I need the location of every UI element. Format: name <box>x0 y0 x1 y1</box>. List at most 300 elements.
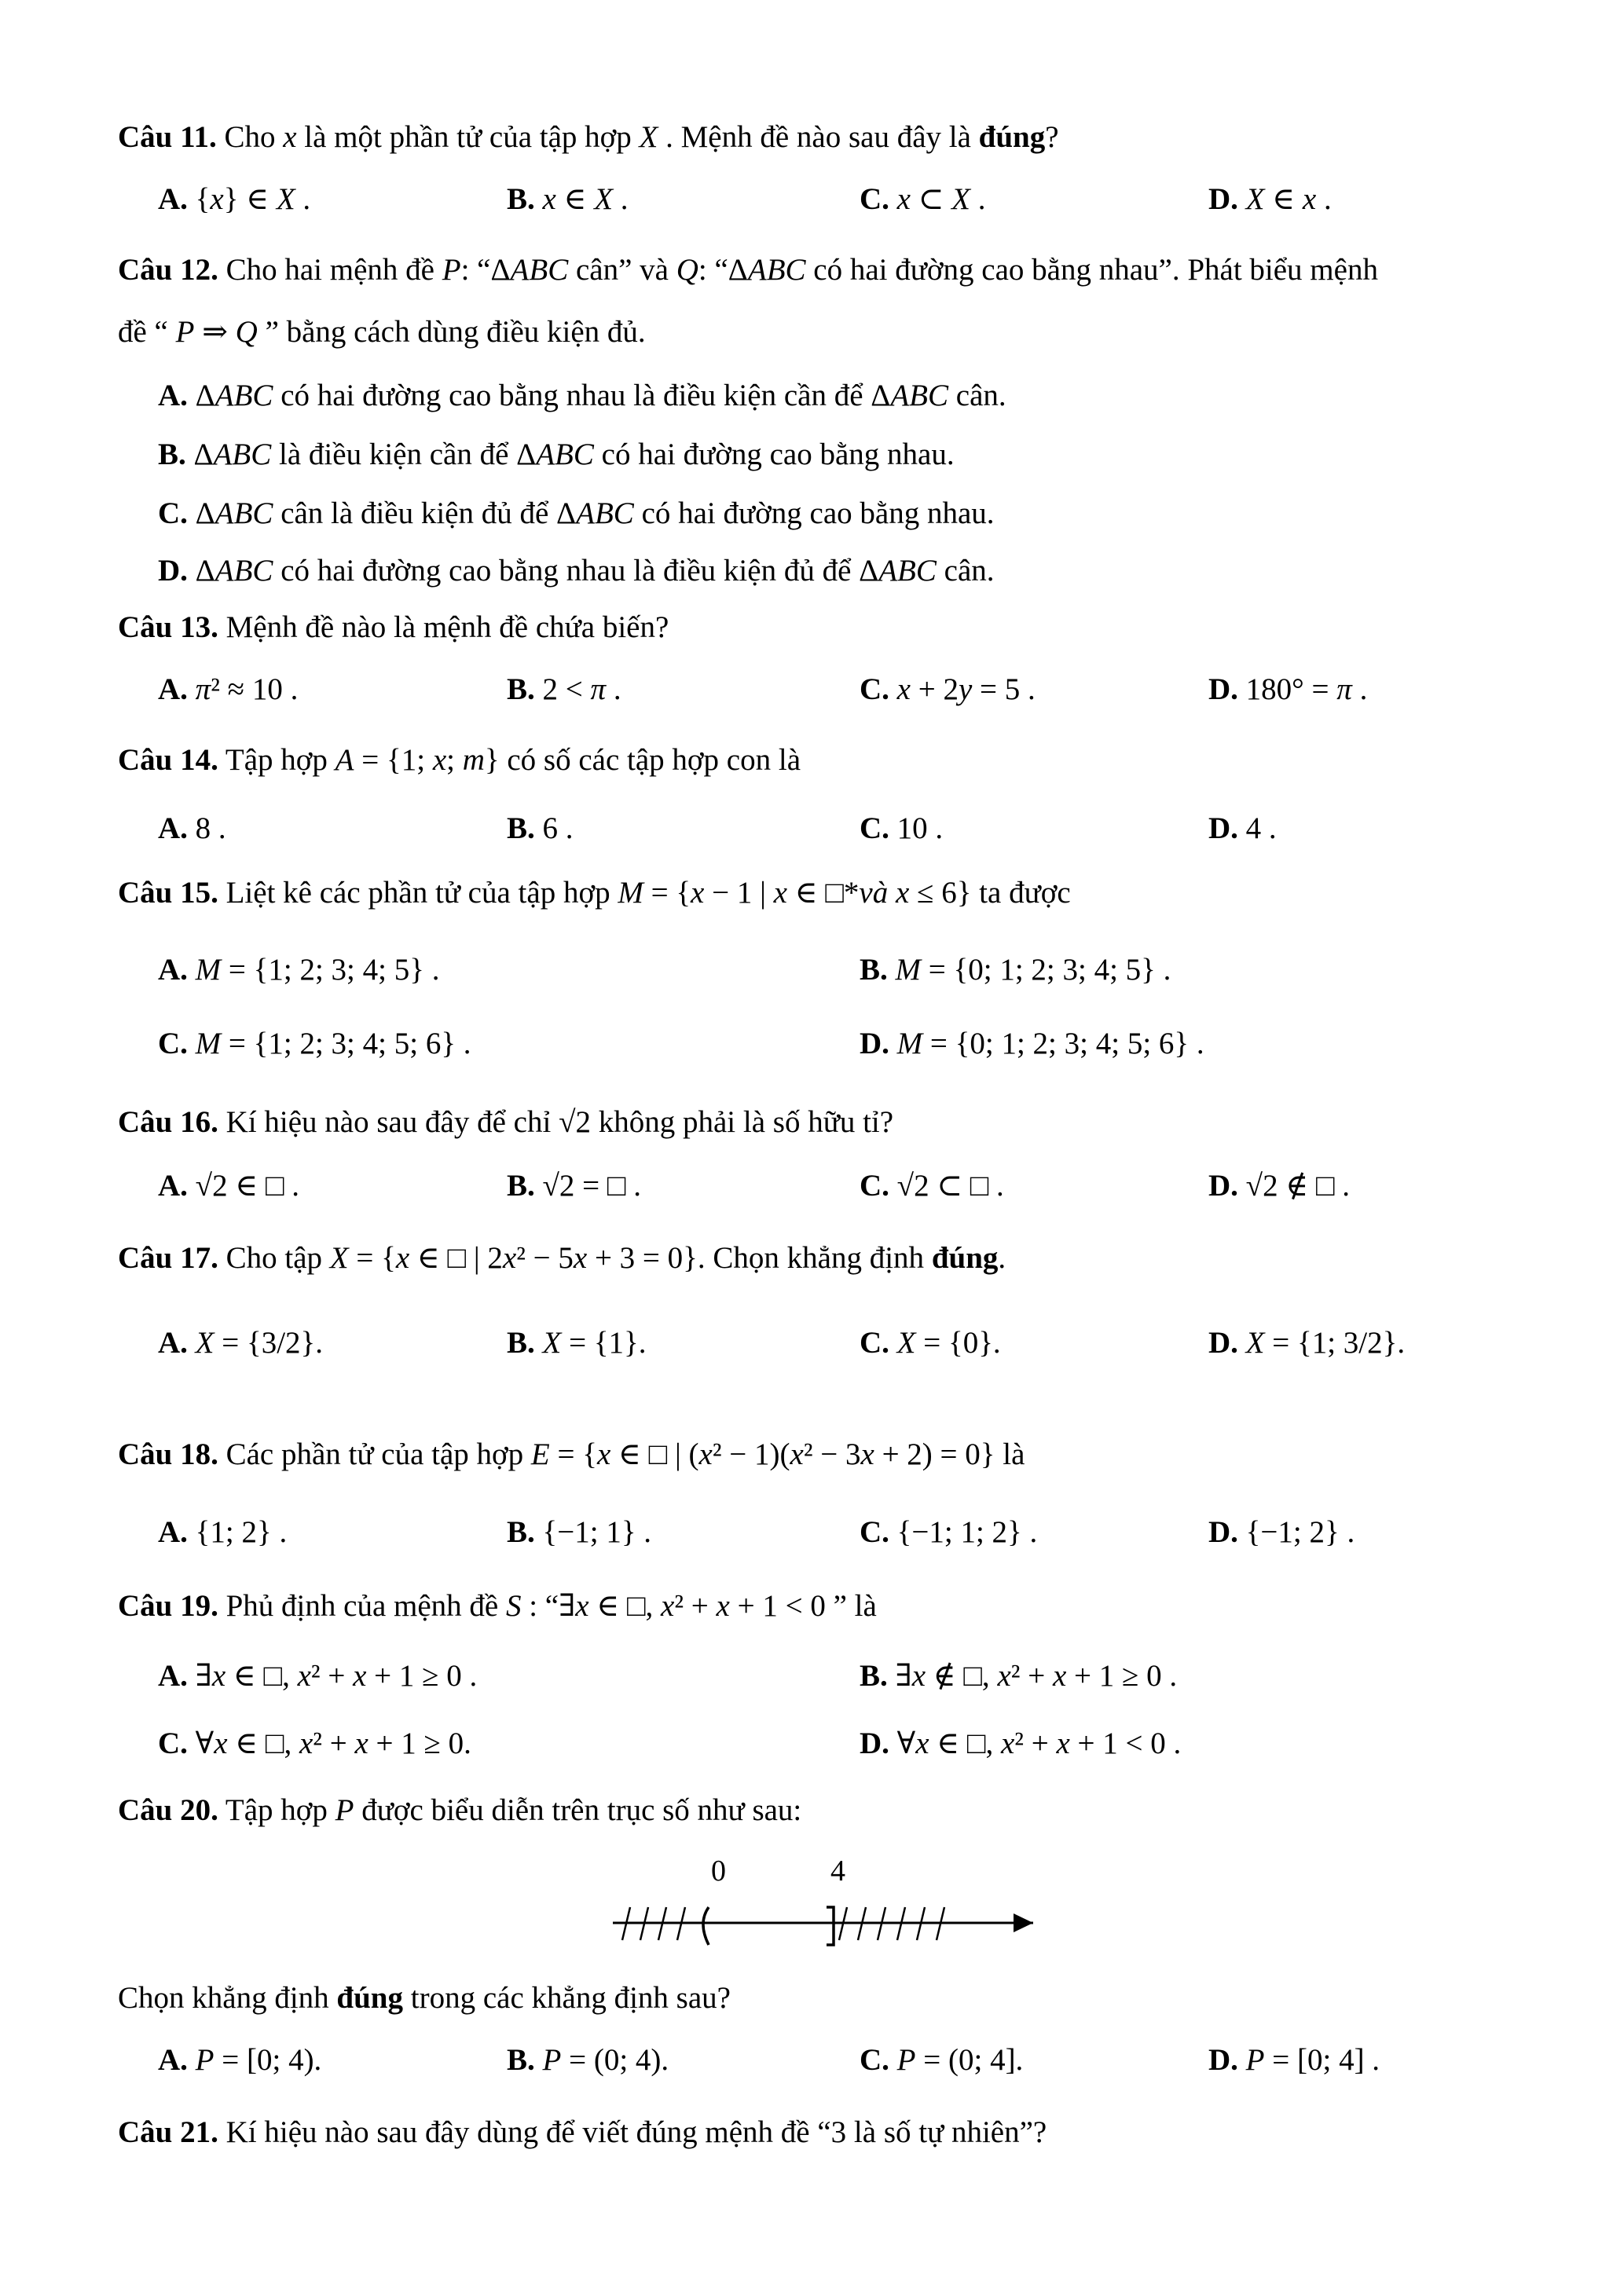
label: Câu 21. <box>118 2115 218 2149</box>
text-segment: Kí hiệu nào sau đây dùng để viết đúng mệnh đề “3 là số tự nhiên”? <box>218 2115 1047 2149</box>
text-segment: x <box>1302 182 1317 216</box>
text-segment <box>889 672 897 706</box>
text-segment: X <box>1245 1326 1265 1360</box>
text-segment: {−1; 2} . <box>1237 1515 1355 1549</box>
text-segment: P <box>335 1793 354 1827</box>
text-segment: + 1 ≥ 0 . <box>1066 1659 1178 1693</box>
number-line-label-0: 0 <box>711 1855 726 1888</box>
text-segment: ² − 1)( <box>712 1437 790 1471</box>
text-segment: ∈ □ | 2 <box>409 1241 503 1275</box>
question-text <box>118 1439 1025 1470</box>
text-segment: : “Δ <box>460 253 511 287</box>
text-segment: x <box>353 1659 367 1693</box>
text-segment: . <box>613 182 629 216</box>
text-segment: Chọn khẳng định <box>118 1981 337 2015</box>
text-segment: x <box>299 1727 313 1760</box>
text-segment: = {1; <box>354 743 433 777</box>
text-segment: ABC <box>878 554 937 588</box>
label: C. <box>860 811 889 845</box>
answer-option-C[interactable] <box>158 1728 471 1759</box>
text-segment <box>1238 2043 1246 2077</box>
text-segment <box>888 953 896 987</box>
text-segment: là điều kiện cần để Δ <box>271 438 537 471</box>
label: C. <box>860 1515 889 1549</box>
text-segment: Các phần tử của tập hợp <box>218 1437 531 1471</box>
text-segment: Q <box>235 315 258 349</box>
text-segment: có hai đường cao bằng nhau. <box>633 496 995 530</box>
label: C. <box>860 1169 889 1203</box>
label: C. <box>158 1727 188 1760</box>
text-segment: √2 = □ . <box>534 1169 641 1203</box>
text-segment: x <box>283 120 297 154</box>
text-segment: x <box>716 1589 730 1623</box>
text-segment: ABC <box>214 554 273 588</box>
text-segment: M <box>195 953 222 987</box>
text-segment: + 2 <box>910 672 959 706</box>
text-segment: 8 . <box>187 811 226 845</box>
text-segment: Cho <box>216 120 284 154</box>
text-segment: : “Δ <box>698 253 748 287</box>
answer-option-B[interactable] <box>507 1170 641 1201</box>
text-segment: ABC <box>214 379 273 412</box>
label: Câu 11. <box>118 120 217 154</box>
text-segment: có hai đường cao bằng nhau là điều kiện đủ để Δ <box>273 554 879 588</box>
text-segment: ² + <box>1014 1727 1057 1760</box>
text-segment: x <box>896 182 911 216</box>
text-segment: ² − 5 <box>516 1241 574 1275</box>
text-segment: . <box>970 182 986 216</box>
label: D. <box>1208 672 1238 706</box>
text-segment: ² + <box>313 1727 355 1760</box>
text-segment: x <box>1000 1727 1015 1760</box>
text-segment: đề “ <box>118 315 176 349</box>
label: Câu 19. <box>118 1589 218 1623</box>
text-segment: = [0; 4] . <box>1264 2043 1380 2077</box>
text-segment: X <box>276 182 295 216</box>
text-segment: cân là điều kiện đủ để Δ <box>273 496 577 530</box>
answer-option-D[interactable] <box>158 555 995 586</box>
text-segment: x <box>211 1659 226 1693</box>
text-segment: 10 . <box>889 811 944 845</box>
answer-option-A[interactable] <box>158 184 310 214</box>
label: B. <box>507 672 535 706</box>
open-bracket-0 <box>703 1907 709 1945</box>
text-segment: có hai đường cao bằng nhau. <box>593 438 955 471</box>
label: Câu 15. <box>118 876 218 910</box>
label: Câu 17. <box>118 1241 218 1275</box>
text-segment <box>188 1027 196 1060</box>
label: C. <box>860 1326 889 1360</box>
answer-option-D[interactable] <box>1208 2045 1380 2075</box>
text-segment: + 1 ≥ 0. <box>368 1727 471 1760</box>
answer-option-A[interactable] <box>158 674 298 705</box>
answer-option-D[interactable] <box>1208 1327 1405 1358</box>
text-segment: S <box>505 1589 522 1623</box>
question-text <box>118 612 669 643</box>
label: C. <box>158 496 188 530</box>
text-segment: = {1}. <box>561 1326 647 1360</box>
text-segment: ABC <box>213 438 272 471</box>
text-segment: = {1; 2; 3; 4; 5; 6} . <box>221 1027 471 1060</box>
text-segment: X <box>542 1326 562 1360</box>
text-segment: ABC <box>214 496 273 530</box>
text-segment: x <box>698 1437 713 1471</box>
text-segment: Tập hợp <box>218 1793 335 1827</box>
label: A. <box>158 1515 188 1549</box>
text-segment: x <box>573 1241 588 1275</box>
answer-option-B[interactable] <box>860 1661 1177 1691</box>
text-segment: ² − 3 <box>803 1437 861 1471</box>
text-segment: ² + <box>310 1659 354 1693</box>
text-segment: Phủ định của mệnh đề <box>218 1589 506 1623</box>
text-segment: = 5 . <box>972 672 1036 706</box>
label: C. <box>860 2043 889 2077</box>
answer-option-A[interactable] <box>158 954 439 985</box>
text-segment: x <box>210 182 224 216</box>
text-segment: ABC <box>576 496 634 530</box>
text-segment: ∀ <box>187 1727 214 1760</box>
text-segment: ∈ □ | ( <box>610 1437 699 1471</box>
text-segment: M <box>618 876 643 910</box>
text-segment: ∈ □, <box>225 1659 298 1693</box>
text-segment: X <box>195 1326 214 1360</box>
answer-option-C[interactable] <box>860 674 1036 705</box>
text-segment <box>535 182 543 216</box>
text-segment: ∈ □, <box>227 1727 299 1760</box>
label: B. <box>860 953 888 987</box>
text-segment: + 3 = 0}. Chọn khẳng định <box>587 1241 932 1275</box>
text-segment: } ∈ <box>223 182 277 216</box>
text-segment: x <box>790 1437 804 1471</box>
text-segment: Mệnh đề nào là mệnh đề chứa biến? <box>218 610 669 644</box>
label: D. <box>1208 1515 1238 1549</box>
text-segment: Kí hiệu nào sau đây để chỉ √2 không phải là số hữu tỉ? <box>218 1105 894 1139</box>
text-segment: Tập hợp <box>218 743 335 777</box>
text-segment: : “∃ <box>521 1589 576 1623</box>
answer-option-B[interactable] <box>507 184 629 214</box>
question-text <box>118 745 801 775</box>
answer-option-C[interactable] <box>860 813 943 844</box>
question-text <box>118 317 646 347</box>
label: A. <box>158 1659 188 1693</box>
text-segment: + 1 ≥ 0 . <box>366 1659 478 1693</box>
text-segment: = {3/2}. <box>214 1326 324 1360</box>
label: D. <box>860 1027 889 1060</box>
text-segment <box>188 672 196 706</box>
text-segment <box>889 2043 897 2077</box>
text-segment: ∈ <box>555 182 595 216</box>
text-segment: ⇒ <box>194 315 236 349</box>
text-segment: ∃ <box>887 1659 912 1693</box>
label: C. <box>860 672 889 706</box>
answer-option-C[interactable] <box>860 1327 1001 1358</box>
text-segment: √2 ∈ □ . <box>187 1169 300 1203</box>
label: B. <box>507 1326 535 1360</box>
text-segment: x <box>432 743 447 777</box>
label: B. <box>158 438 186 471</box>
text-segment: 180° = <box>1237 672 1337 706</box>
label: B. <box>507 182 535 216</box>
answer-option-A[interactable] <box>158 1517 287 1547</box>
text-segment: M <box>895 953 922 987</box>
text-segment: . Mệnh đề nào sau đây là <box>658 120 979 154</box>
text-segment: = [0; 4). <box>214 2043 322 2077</box>
text-segment: ≤ 6} ta được <box>909 876 1071 910</box>
question-text <box>118 1243 1006 1273</box>
answer-option-A[interactable] <box>158 2045 321 2075</box>
label: B. <box>507 2043 535 2077</box>
text-segment <box>1238 1326 1246 1360</box>
text-segment: ∈ □, <box>929 1727 1001 1760</box>
text-segment: x <box>1056 1727 1070 1760</box>
label: B. <box>860 1659 888 1693</box>
text-segment: X <box>1245 182 1265 216</box>
closed-bracket-4 <box>827 1907 834 1945</box>
text-segment: m <box>462 743 485 777</box>
text-segment: M <box>195 1027 222 1060</box>
text-segment: = {0; 1; 2; 3; 4; 5} . <box>921 953 1171 987</box>
text-segment: X <box>951 182 970 216</box>
question-text <box>118 255 1378 285</box>
text-segment: . <box>1316 182 1332 216</box>
label: A. <box>158 1326 188 1360</box>
text-segment: 2 < <box>534 672 591 706</box>
text-segment: P <box>1245 2043 1265 2077</box>
label: Câu 16. <box>118 1105 218 1139</box>
answer-option-B[interactable] <box>158 439 955 470</box>
text-segment: x <box>354 1727 368 1760</box>
text-segment: x <box>661 1589 675 1623</box>
text-segment: x <box>915 1727 929 1760</box>
text-segment: x <box>911 1659 926 1693</box>
text-segment <box>889 182 897 216</box>
text-segment: đúng <box>931 1241 999 1275</box>
text-segment: Q <box>676 253 698 287</box>
text-segment: A <box>335 743 354 777</box>
text-segment <box>188 953 196 987</box>
text-segment: Cho hai mệnh đề <box>218 253 442 287</box>
text-segment: ∈ □* <box>786 876 860 910</box>
text-segment: có hai đường cao bằng nhau là điều kiện cần để Δ <box>273 379 891 412</box>
answer-option-C[interactable] <box>158 1028 471 1059</box>
answer-option-C[interactable] <box>860 1170 1004 1201</box>
text-segment: ∉ □, <box>926 1659 998 1693</box>
text-segment <box>535 1326 543 1360</box>
answer-option-B[interactable] <box>507 813 574 844</box>
label: D. <box>860 1727 889 1760</box>
answer-option-C[interactable] <box>860 2045 1023 2075</box>
text-segment <box>1238 182 1246 216</box>
text-segment: √2 ∉ □ . <box>1237 1169 1351 1203</box>
text-segment: ABC <box>747 253 806 287</box>
text-segment: = {0; 1; 2; 3; 4; 5; 6} . <box>922 1027 1204 1060</box>
answer-option-B[interactable] <box>507 2045 669 2075</box>
text-segment: P <box>442 253 461 287</box>
text-segment: {1; 2} . <box>187 1515 288 1549</box>
axis-arrow-icon <box>1014 1913 1033 1932</box>
question-text <box>118 1591 877 1621</box>
label: D. <box>158 554 188 588</box>
text-segment: = { <box>549 1437 597 1471</box>
label: Câu 12. <box>118 253 218 287</box>
text-segment: x <box>542 182 556 216</box>
text-segment: x <box>596 1437 611 1471</box>
text-segment: đúng <box>978 120 1046 154</box>
label: D. <box>1208 182 1238 216</box>
label: Câu 18. <box>118 1437 218 1471</box>
text-segment: P <box>175 315 195 349</box>
answer-option-D[interactable] <box>1208 1517 1355 1547</box>
text-segment: = (0; 4]. <box>915 2043 1024 2077</box>
text-segment: = {1; 2; 3; 4; 5} . <box>221 953 440 987</box>
answer-option-D[interactable] <box>1208 184 1332 214</box>
text-segment: x <box>896 672 911 706</box>
text-segment: π <box>1336 672 1352 706</box>
answer-option-C[interactable] <box>158 498 995 529</box>
text-segment: ∀ <box>889 1727 916 1760</box>
text-segment: ⊂ <box>910 182 952 216</box>
label: A. <box>158 672 188 706</box>
answer-option-A[interactable] <box>158 1170 299 1201</box>
text-segment: có hai đường cao bằng nhau”. Phát biểu mệnh <box>805 253 1378 287</box>
text-segment: − 1 | <box>704 876 774 910</box>
label: C. <box>158 1027 188 1060</box>
answer-option-B[interactable] <box>507 1517 651 1547</box>
text-segment: . <box>998 1241 1006 1275</box>
text-segment: cân” và <box>568 253 676 287</box>
text-segment: P <box>896 2043 916 2077</box>
label: D. <box>1208 1326 1238 1360</box>
text-segment: 6 . <box>534 811 574 845</box>
text-segment: ” bằng cách dùng điều kiện đủ. <box>257 315 646 349</box>
text-segment: √2 ⊂ □ . <box>889 1169 1004 1203</box>
text-segment: = {0}. <box>915 1326 1001 1360</box>
text-segment: X <box>329 1241 349 1275</box>
answer-option-D[interactable] <box>1208 674 1367 705</box>
text-segment <box>535 2043 543 2077</box>
text-segment: + 1 < 0 ” là <box>729 1589 877 1623</box>
text-segment: π <box>590 672 607 706</box>
text-segment: x <box>691 876 705 910</box>
text-segment: E <box>530 1437 550 1471</box>
text-segment: cân. <box>948 379 1006 412</box>
text-segment: ∈ <box>1264 182 1303 216</box>
answer-option-A[interactable] <box>158 813 226 844</box>
answer-option-D[interactable] <box>860 1728 1181 1759</box>
label: B. <box>507 1515 535 1549</box>
label: A. <box>158 953 188 987</box>
text-segment: x <box>297 1659 311 1693</box>
text-segment: . <box>295 182 311 216</box>
number-line-figure <box>597 1846 1037 1948</box>
answer-option-B[interactable] <box>860 954 1171 985</box>
text-segment: x <box>502 1241 517 1275</box>
text-segment: Δ <box>187 554 215 588</box>
answer-option-B[interactable] <box>507 1327 647 1358</box>
text-segment: ABC <box>510 253 569 287</box>
text-segment: P <box>195 2043 214 2077</box>
text-segment: x <box>575 1589 589 1623</box>
text-segment: Δ <box>187 379 215 412</box>
text-segment: trong các khẳng định sau? <box>403 1981 731 2015</box>
text-segment <box>889 1027 897 1060</box>
text-segment: ? <box>1045 120 1059 154</box>
text-segment: ² ≈ 10 . <box>211 672 299 706</box>
text-segment: Cho tập <box>218 1241 330 1275</box>
text-segment: X <box>594 182 614 216</box>
text-segment: ∈ □, <box>588 1589 662 1623</box>
text-segment: = { <box>348 1241 396 1275</box>
question-text <box>118 1795 801 1825</box>
text-segment: đúng <box>336 1981 403 2015</box>
text-segment: ² + <box>1010 1659 1053 1693</box>
text-segment: x <box>773 876 787 910</box>
label: D. <box>1208 811 1238 845</box>
text-segment: Liệt kê các phần tử của tập hợp <box>218 876 618 910</box>
label: Câu 14. <box>118 743 218 777</box>
label: D. <box>1208 2043 1238 2077</box>
text-segment: . <box>1351 672 1368 706</box>
label: A. <box>158 379 188 412</box>
text-segment: M <box>896 1027 923 1060</box>
text-segment: + 1 < 0 . <box>1069 1727 1182 1760</box>
answer-option-D[interactable] <box>1208 813 1277 844</box>
text-segment: được biểu diễn trên trục số như sau: <box>354 1793 802 1827</box>
text-segment: P <box>542 2043 562 2077</box>
label: Câu 13. <box>118 610 218 644</box>
answer-option-D[interactable] <box>1208 1170 1350 1201</box>
text-segment: . <box>606 672 621 706</box>
label: B. <box>507 811 535 845</box>
question-text <box>118 1983 731 2013</box>
text-segment: X <box>896 1326 916 1360</box>
answer-option-B[interactable] <box>507 674 621 705</box>
question-text <box>118 2117 1047 2148</box>
text-segment: π <box>195 672 211 706</box>
text-segment: y <box>958 672 973 706</box>
answer-option-A[interactable] <box>158 1661 477 1691</box>
label: A. <box>158 1169 188 1203</box>
label: A. <box>158 2043 188 2077</box>
label: C. <box>860 182 889 216</box>
text-segment: cân. <box>936 554 995 588</box>
answer-option-C[interactable] <box>860 1517 1037 1547</box>
label: B. <box>507 1169 535 1203</box>
text-segment: ² + <box>674 1589 717 1623</box>
answer-option-A[interactable] <box>158 380 1006 411</box>
text-segment: Δ <box>187 496 215 530</box>
label: Câu 20. <box>118 1793 218 1827</box>
answer-option-C[interactable] <box>860 184 986 214</box>
answer-option-D[interactable] <box>860 1028 1204 1059</box>
text-segment: {−1; 1} . <box>534 1515 652 1549</box>
text-segment: X <box>639 120 658 154</box>
text-segment: và x <box>859 876 910 910</box>
text-segment: x <box>860 1437 874 1471</box>
label: A. <box>158 182 188 216</box>
text-segment: = (0; 4). <box>561 2043 669 2077</box>
text-segment: ABC <box>536 438 594 471</box>
text-segment: x <box>1052 1659 1067 1693</box>
label: A. <box>158 811 188 845</box>
text-segment: 4 . <box>1237 811 1277 845</box>
text-segment: x <box>997 1659 1011 1693</box>
text-segment: x <box>214 1727 228 1760</box>
answer-option-A[interactable] <box>158 1327 323 1358</box>
text-segment: {−1; 1; 2} . <box>889 1515 1038 1549</box>
text-segment <box>889 1326 897 1360</box>
text-segment: = {1; 3/2}. <box>1264 1326 1406 1360</box>
